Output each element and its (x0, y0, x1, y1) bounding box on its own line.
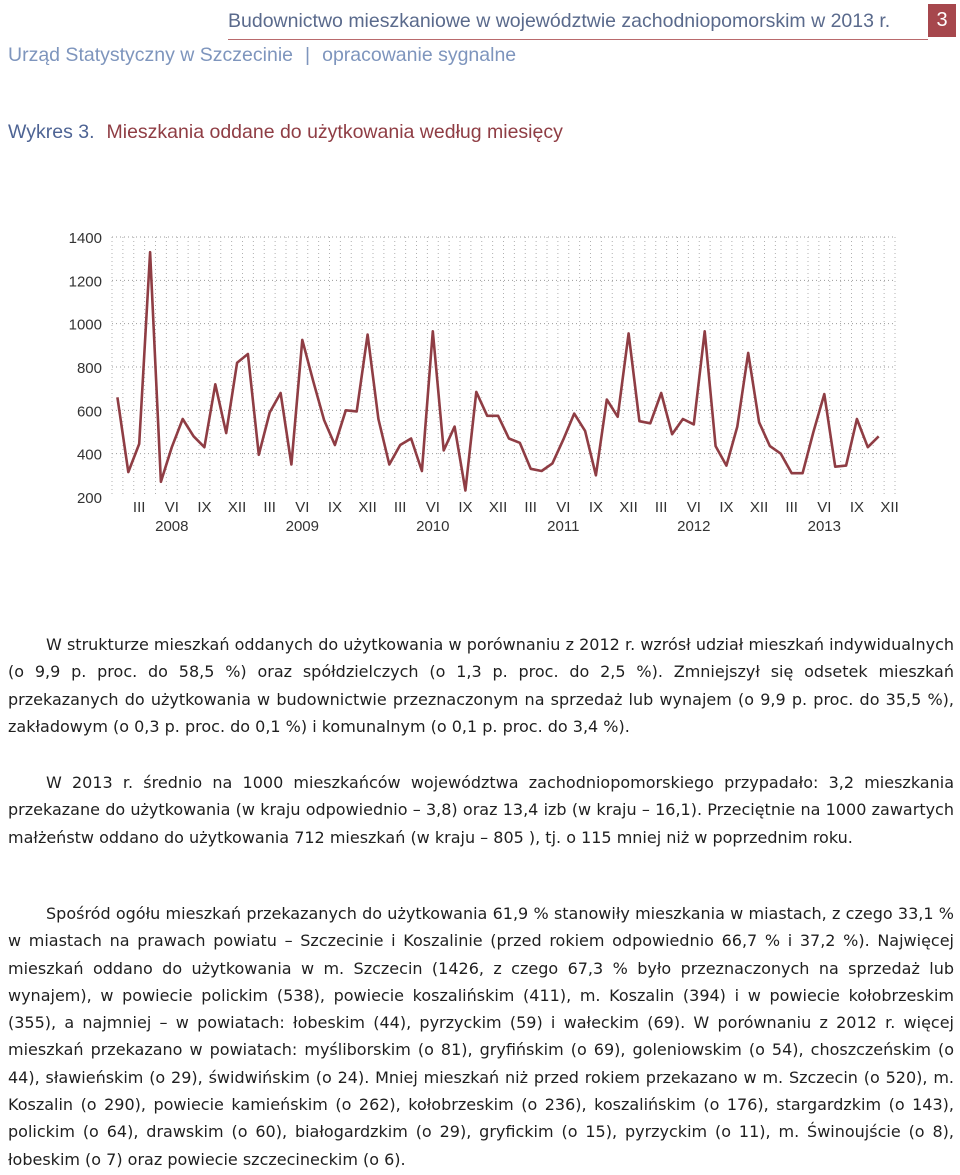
month-tick-label: XII (488, 499, 508, 516)
year-label: 2011 (547, 518, 580, 535)
month-tick-label: IX (327, 499, 343, 516)
month-tick-label: III (785, 499, 798, 516)
month-tick-label: III (263, 499, 276, 516)
y-tick-label: 1000 (68, 316, 102, 334)
paragraph-structure: W strukturze mieszkań oddanych do użytkowania w porównaniu z 2012 r. wzrósł udział mieszkań indywidualnych (o 9,9 p. proc. do 58,5 %) oraz spółdzielczych (o 1,3 p. proc. do 2,5 %). Zmniejszył się odsetek mieszkań przekazanych do użytkowania w budownictwie przeznaczonym na sprzedaż lub wynajem (o 9,9 p. proc. do 35,5 %), zakładowym (o 0,3 p. proc. do 0,1 %) i komunalnym (o 0,1 p. proc. do 3,4 %). (8, 635, 954, 736)
year-label: 2013 (807, 518, 841, 535)
month-tick-label: VI (817, 499, 832, 516)
year-label: 2012 (677, 518, 711, 535)
month-tick-label: VI (164, 499, 179, 516)
y-tick-label: 800 (76, 360, 102, 377)
month-tick-label: IX (458, 499, 473, 516)
year-label: 2009 (285, 518, 319, 535)
y-tick-label: 1200 (68, 273, 102, 291)
month-tick-label: VI (425, 499, 440, 516)
month-tick-label: III (524, 499, 537, 516)
month-tick-label: VI (556, 499, 571, 516)
chart-title: Mieszkania oddane do użytkowania według miesięcy (106, 121, 563, 143)
y-tick-label: 200 (76, 490, 102, 507)
header-separator: | (305, 44, 311, 66)
y-tick-label: 1400 (68, 230, 102, 247)
month-tick-label: XII (358, 499, 377, 516)
header-divider (228, 39, 928, 40)
publication-type: opracowanie sygnalne (322, 44, 517, 66)
month-tick-label: IX (197, 499, 212, 516)
series-line (117, 252, 878, 490)
monthly-dwellings-line-chart (0, 215, 960, 545)
month-tick-label: III (393, 499, 407, 516)
y-tick-label: 400 (76, 446, 102, 464)
month-tick-label: IX (719, 499, 734, 516)
month-tick-label: XII (619, 499, 638, 516)
paragraph-regional: Spośród ogółu mieszkań przekazanych do użytkowania 61,9 % stanowiły mieszkania w miastach, z czego 33,1 % w miastach na prawach powiatu – Szczecinie i Koszalinie (przed rokiem odpowiednio 66,7 % i 37,2 %). Najwięcej mieszkań oddano do użytkowania w m. Szczecin (1426, z czego 67,3 % było przeznaczonych na sprzedaż lub wynajem), w powiecie polickim (538), powiecie koszalińskim (411), m. Koszalin (394) i w powiecie kołobrzeskim (355), a najmniej – w powiatach: łobeskim (44), pyrzyckim (59) i wałeckim (69). W porównaniu z 2012 r. więcej mieszkań przekazano w powiatach: myśliborskim (o 81), gryfińskim (o 69), goleniowskim (o 54), choszczeńskim (o 44), sławieńskim (o 29), świdwińskim (o 24). Mniej mieszkań niż przed rokiem przekazano w m. Szczecin (o 520), m. Koszalin (o 290), powiecie kamieńskim (o 262), kołobrzeskim (o 236), koszalińskim (o 176), stargardzkim (o 143), polickim (o 64), drawskim (o 60), białogardzkim (o 29), gryfickim (o 15), pyrzyckim (o 11), m. Świnoujście (o 8), łobeskim (o 7) oraz powiecie szczecineckim (o 6). (8, 904, 954, 1169)
header-subtitle (8, 44, 516, 67)
month-tick-label: IX (588, 499, 604, 516)
institution-name: Urząd Statystyczny w Szczecinie (8, 44, 294, 66)
year-label: 2008 (155, 518, 189, 535)
chart-number: Wykres 3. (8, 121, 95, 143)
chart-caption (8, 121, 563, 144)
month-tick-label: XII (227, 499, 247, 516)
month-tick-label: III (654, 499, 668, 516)
month-tick-label: VI (295, 499, 310, 516)
paragraph-averages: W 2013 r. średnio na 1000 mieszkańców województwa zachodniopomorskiego przypadało: 3,2 mieszkania przekazane do użytkowania (w kraju odpowiednio – 3,8) oraz 13,4 izb (w kraju – 16,1). Przeciętnie na 1000 zawartych małżeństw oddano do użytkowania 712 mieszkań (w kraju – 805 ), tj. o 115 mniej niż w poprzednim roku. (8, 773, 954, 847)
month-tick-label: III (132, 499, 146, 516)
y-tick-label: 600 (76, 403, 102, 421)
month-tick-label: IX (849, 499, 865, 516)
month-tick-label: XII (749, 499, 769, 516)
report-title: Budownictwo mieszkaniowe w województwie zachodniopomorskim w 2013 r. (228, 10, 891, 32)
page-number-badge: 3 (928, 4, 956, 37)
year-label: 2010 (416, 518, 450, 535)
month-tick-label: XII (880, 499, 899, 516)
month-tick-label: VI (686, 499, 701, 516)
